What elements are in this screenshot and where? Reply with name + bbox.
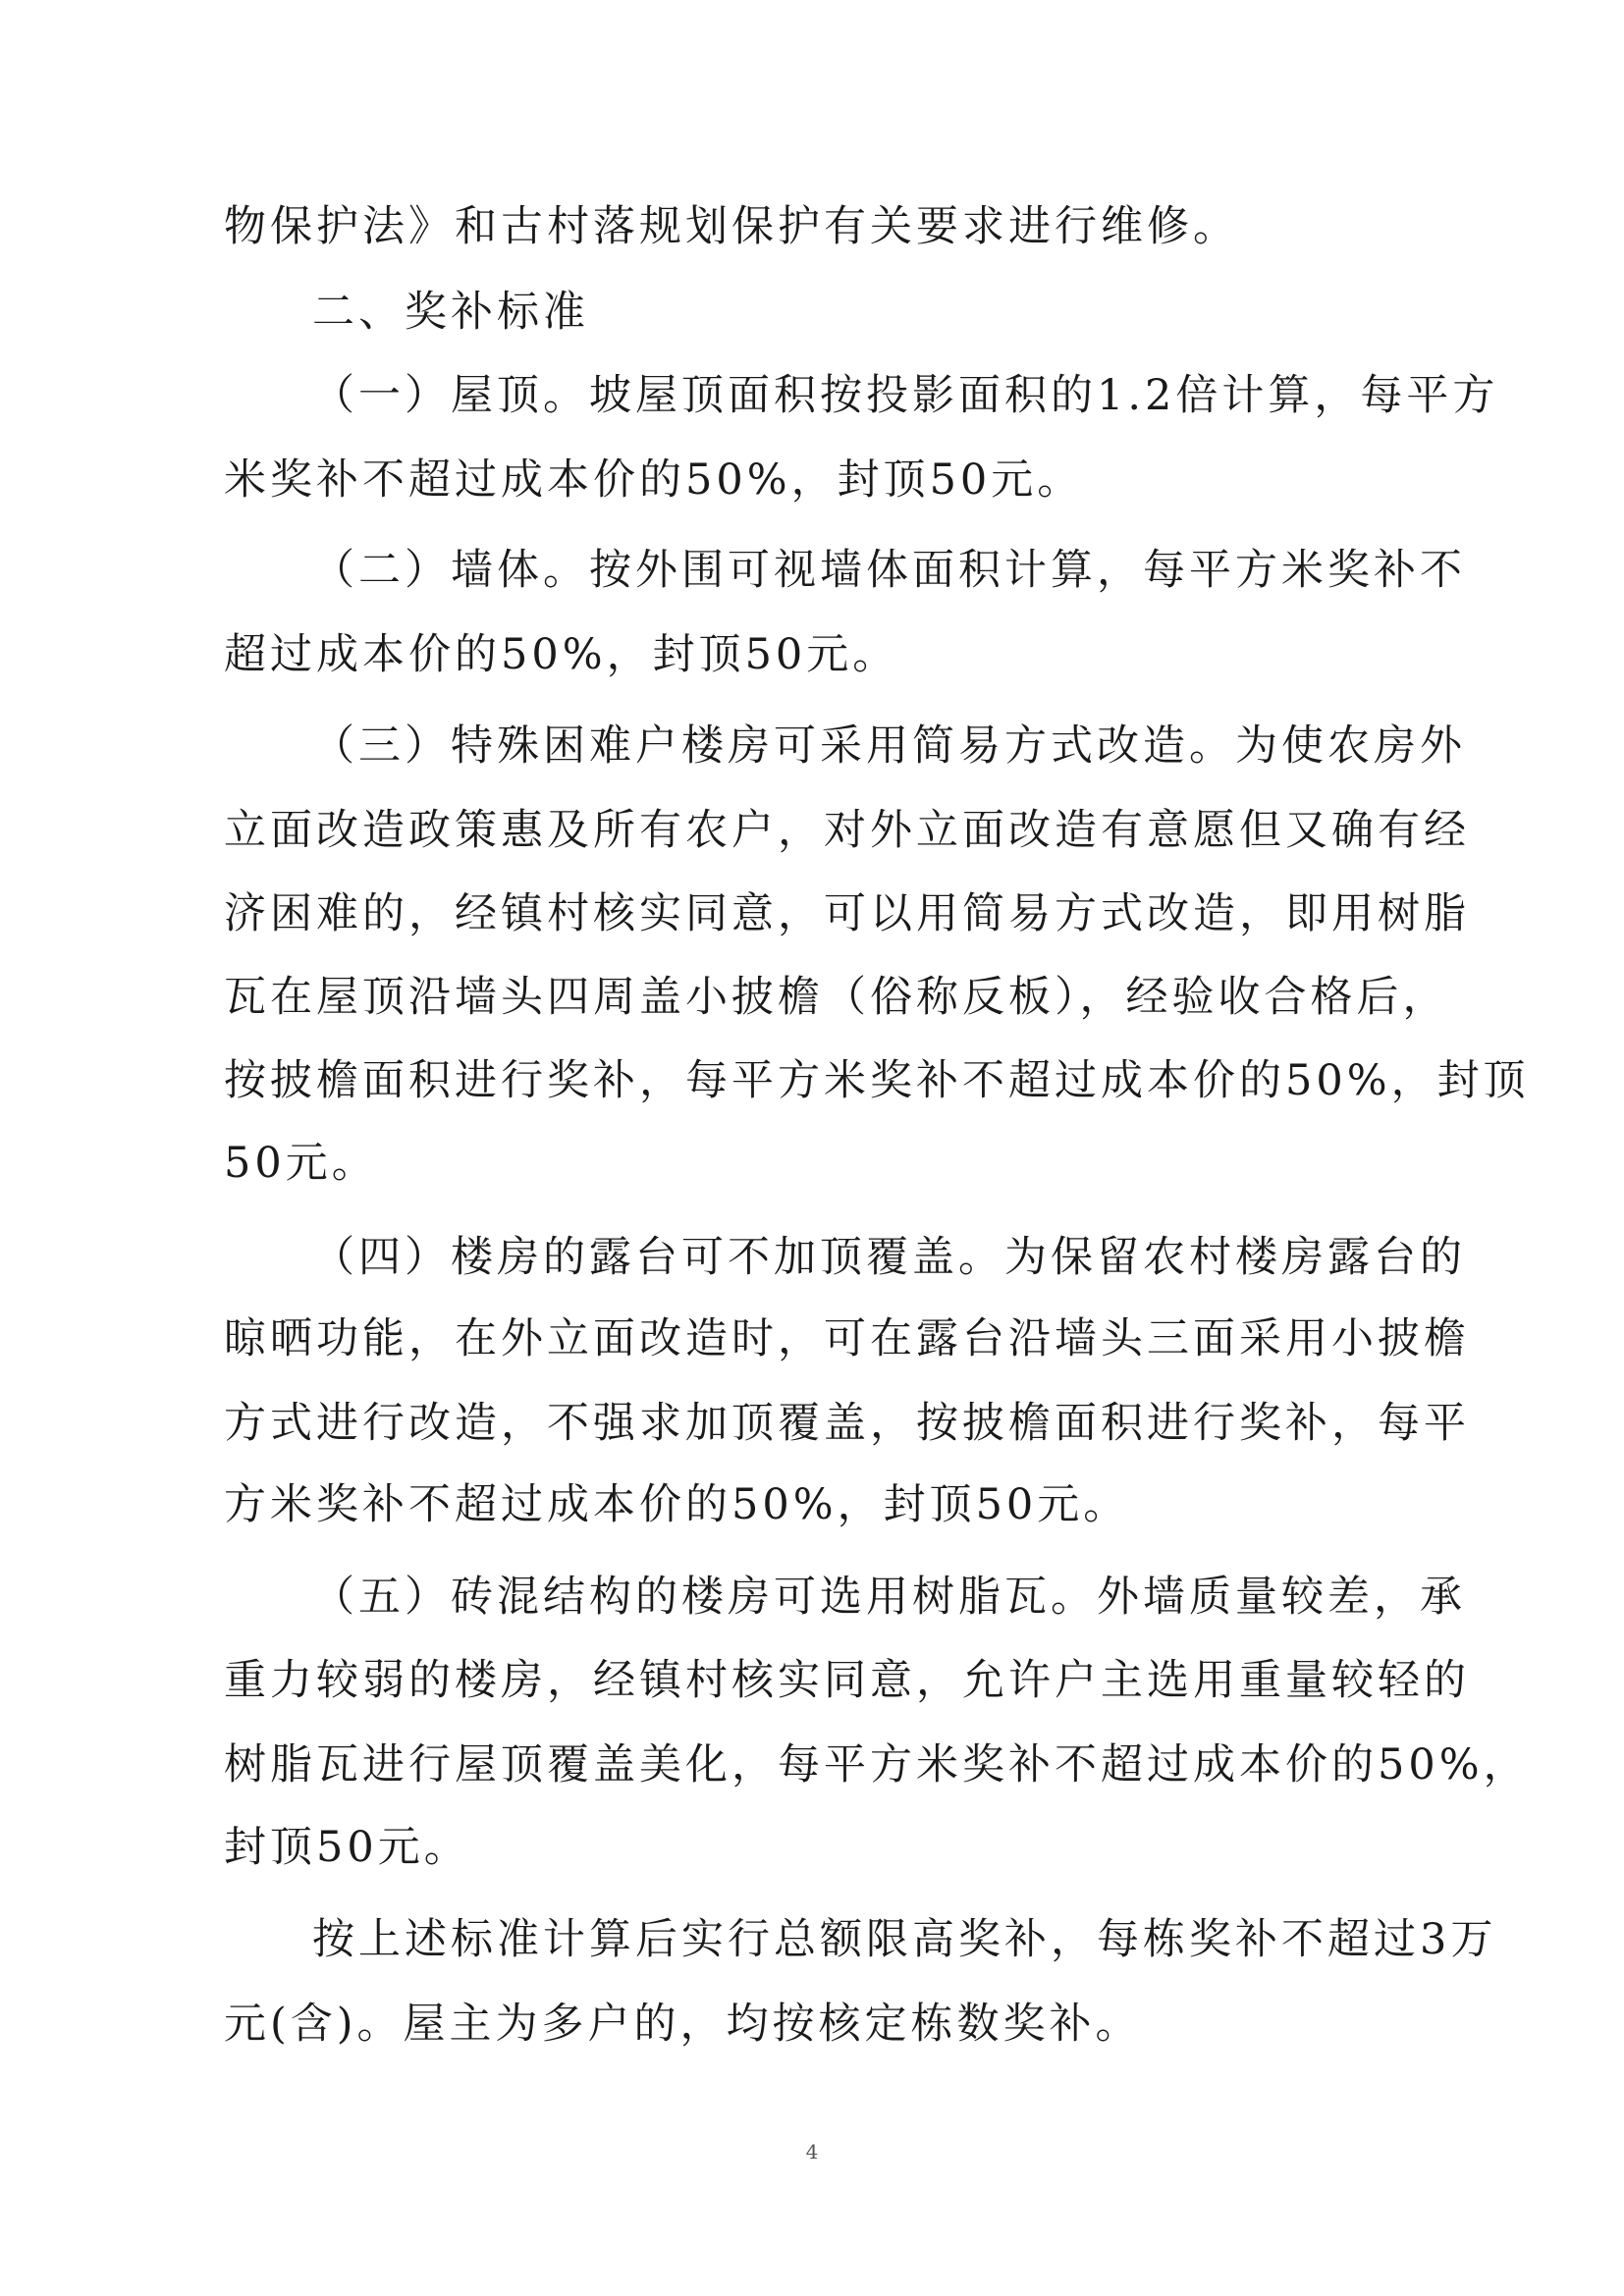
line-8: 立面改造政策惠及所有农户，对外立面改造有意愿但又确有经 [224,806,1470,855]
line-5: （二）墙体。按外围可视墙体面积计算，每平方米奖补不 [312,546,1466,595]
line-3: （一）屋顶。坡屋顶面积按投影面积的1.2倍计算，每平方 [312,371,1499,420]
line-12: 50元。 [224,1139,378,1188]
page-number: 4 [805,2140,819,2163]
line-13: （四）楼房的露台可不加顶覆盖。为保留农村楼房露台的 [312,1233,1466,1282]
line-4: 米奖补不超过成本价的50%，封顶50元。 [224,455,1084,505]
line-11: 按披檐面积进行奖补，每平方米奖补不超过成本价的50%，封顶 [224,1056,1530,1105]
line-18: 重力较弱的楼房，经镇村核实同意，允许户主选用重量较轻的 [224,1656,1470,1705]
line-9: 济困难的，经镇村核实同意，可以用简易方式改造，即用树脂 [224,889,1470,938]
line-10: 瓦在屋顶沿墙头四周盖小披檐（俗称反板），经验收合格后， [224,973,1449,1022]
line-7: （三）特殊困难户楼房可采用简易方式改造。为使农房外 [312,721,1466,771]
line-6: 超过成本价的50%，封顶50元。 [224,630,899,679]
line-1: 物保护法》和古村落规划保护有关要求进行维修。 [224,202,1239,251]
line-21: 按上述标准计算后实行总额限高奖补，每栋奖补不超过3万 [312,1915,1497,1964]
line-16: 方米奖补不超过成本价的50%，封顶50元。 [224,1480,1130,1529]
line-15: 方式进行改造，不强求加顶覆盖，按披檐面积进行奖补，每平 [224,1399,1470,1448]
line-17: （五）砖混结构的楼房可选用树脂瓦。外墙质量较差，承 [312,1573,1466,1622]
line-22: 元(含)。屋主为多户的，均按核定栋数奖补。 [224,2000,1142,2049]
line-14: 晾晒功能，在外立面改造时，可在露台沿墙头三面采用小披檐 [224,1314,1470,1363]
line-19: 树脂瓦进行屋顶覆盖美化，每平方米奖补不超过成本价的50%， [224,1740,1530,1789]
section-heading-reward-standard: 二、奖补标准 [312,288,589,337]
line-20: 封顶50元。 [224,1823,470,1872]
